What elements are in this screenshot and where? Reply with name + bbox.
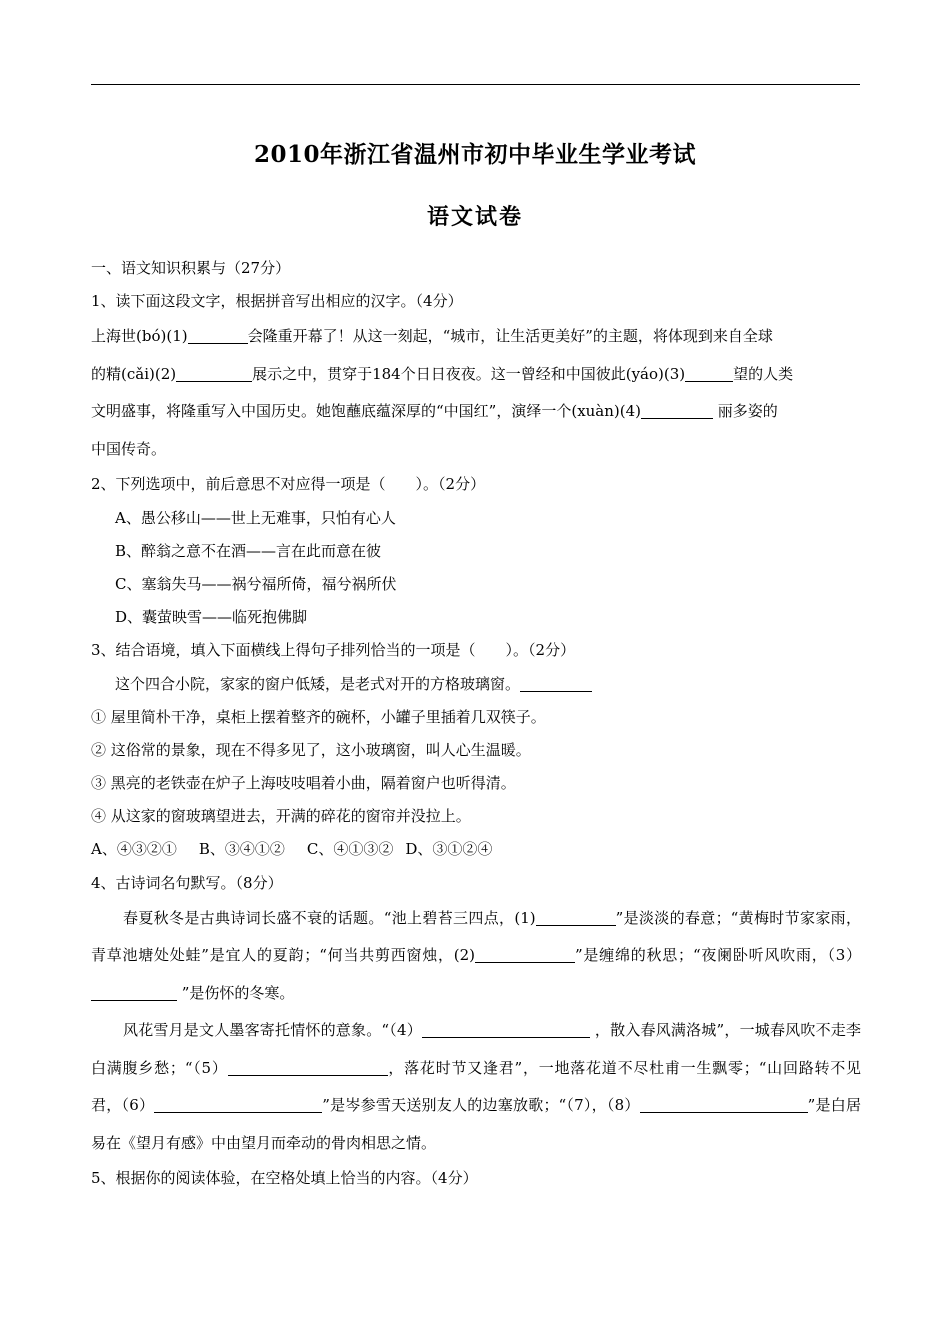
option-d: D、囊萤映雪——临死抱佛脚 [115, 608, 308, 627]
header-rule [91, 84, 860, 85]
answer-blank-3[interactable] [685, 363, 733, 382]
question-4-paragraph-2: 风花雪月是文人墨客寄托情怀的意象。“（4） ，散入春风满洛城”，一城春风吹不走李白满腹乡愁；“（5） ，落花时节又逢君”，一地落花道不尽杜甫一生飘零；“山回路转不见君，（6） ”是岑参雪天送别友人的边塞放歌；“（7），（8） ”是白居易在《望月有感》中由望月而牵动的骨肉相思之情。 [91, 1021, 862, 1152]
answer-blank-poem-6[interactable] [154, 1094, 322, 1113]
answer-blank-4[interactable] [641, 400, 713, 419]
answer-blank-1[interactable] [188, 325, 248, 344]
answer-choice-d: D、③①②④ [405, 840, 493, 859]
question-1-passage: 上海世(bó)(1) 会隆重开幕了！从这一刻起，“城市，让生活更美好”的主题，将体现到来自全球 的精(cǎi)(2) 展示之中，贯穿于184个日日夜夜。这一曾经和中国彼此(yáo)(3) 望的人类 文明盛事，将隆重写入中国历史。她饱蘸底蕴深厚的“中国红”，演绎一个(xuàn)(4) 丽多姿的 中国传奇。 [91, 327, 794, 458]
question-3-stem: 3、结合语境，填入下面横线上得句子排列恰当的一项是（ ）。（2分） [91, 641, 576, 660]
option-c: C、塞翁失马——祸兮福所倚，福兮祸所伏 [115, 574, 397, 593]
answer-blank-poem-3[interactable] [91, 982, 177, 1001]
option-b: B、醉翁之意不在酒——言在此而意在彼 [115, 541, 382, 560]
sentence-2: ② 这俗常的景象，现在不得多见了，这小玻璃窗，叫人心生温暖。 [91, 740, 531, 759]
question-3-answers [91, 833, 861, 866]
answer-blank-poem-1[interactable] [536, 907, 616, 926]
question-5-stem: 5、根据你的阅读体验，在空格处填上恰当的内容。（4分） [91, 1169, 478, 1188]
sentence-3: ③ 黑亮的老铁壶在炉子上海吱吱唱着小曲，隔着窗户也听得清。 [91, 774, 516, 793]
exam-title: 2010年浙江省温州市初中毕业生学业考试 [253, 141, 696, 168]
answer-choice-b: B、③④①② [198, 840, 285, 859]
exam-body [91, 252, 861, 1196]
exam-subtitle: 语文试卷 [426, 204, 523, 230]
answer-blank-poem-4[interactable] [422, 1019, 590, 1038]
answer-blank-poem-8[interactable] [640, 1094, 808, 1113]
question-3-context: 这个四合小院，家家的窗户低矮，是老式对开的方格玻璃窗。 [91, 668, 861, 701]
question-4-stem: 4、古诗词名句默写。（8分） [91, 873, 283, 892]
answer-blank-poem-2[interactable] [475, 944, 575, 963]
sentence-4: ④ 从这家的窗玻璃望进去，开满的碎花的窗帘并没拉上。 [91, 807, 471, 826]
answer-blank-context[interactable] [520, 673, 592, 692]
answer-choice-a: A、④③②① [91, 840, 177, 859]
sentence-1: ① 屋里简朴干净，桌柜上摆着整齐的碗杯，小罐子里插着几双筷子。 [91, 707, 546, 726]
answer-choice-c: C、④①③② [306, 840, 394, 859]
answer-blank-2[interactable] [176, 363, 252, 382]
section-heading: 一、语文知识积累与（27分） [91, 259, 291, 277]
question-4-paragraph-1: 春夏秋冬是古典诗词长盛不衰的话题。“池上碧苔三四点，(1) ”是淡淡的春意；“黄梅时节家家雨，青草池塘处处蛙”是宜人的夏韵；“何当共剪西窗烛，(2) ”是缠绵的秋思；“夜阑卧听风吹雨，（3） ”是伤怀的冬寒。 [91, 908, 862, 1002]
question-1-stem: 1、读下面这段文字，根据拼音写出相应的汉字。（4分） [91, 292, 463, 311]
answer-blank-poem-5[interactable] [228, 1057, 388, 1076]
question-2-stem: 2、下列选项中，前后意思不对应得一项是（ ）。（2分） [91, 475, 486, 494]
option-a: A、愚公移山——世上无难事，只怕有心人 [115, 508, 396, 527]
